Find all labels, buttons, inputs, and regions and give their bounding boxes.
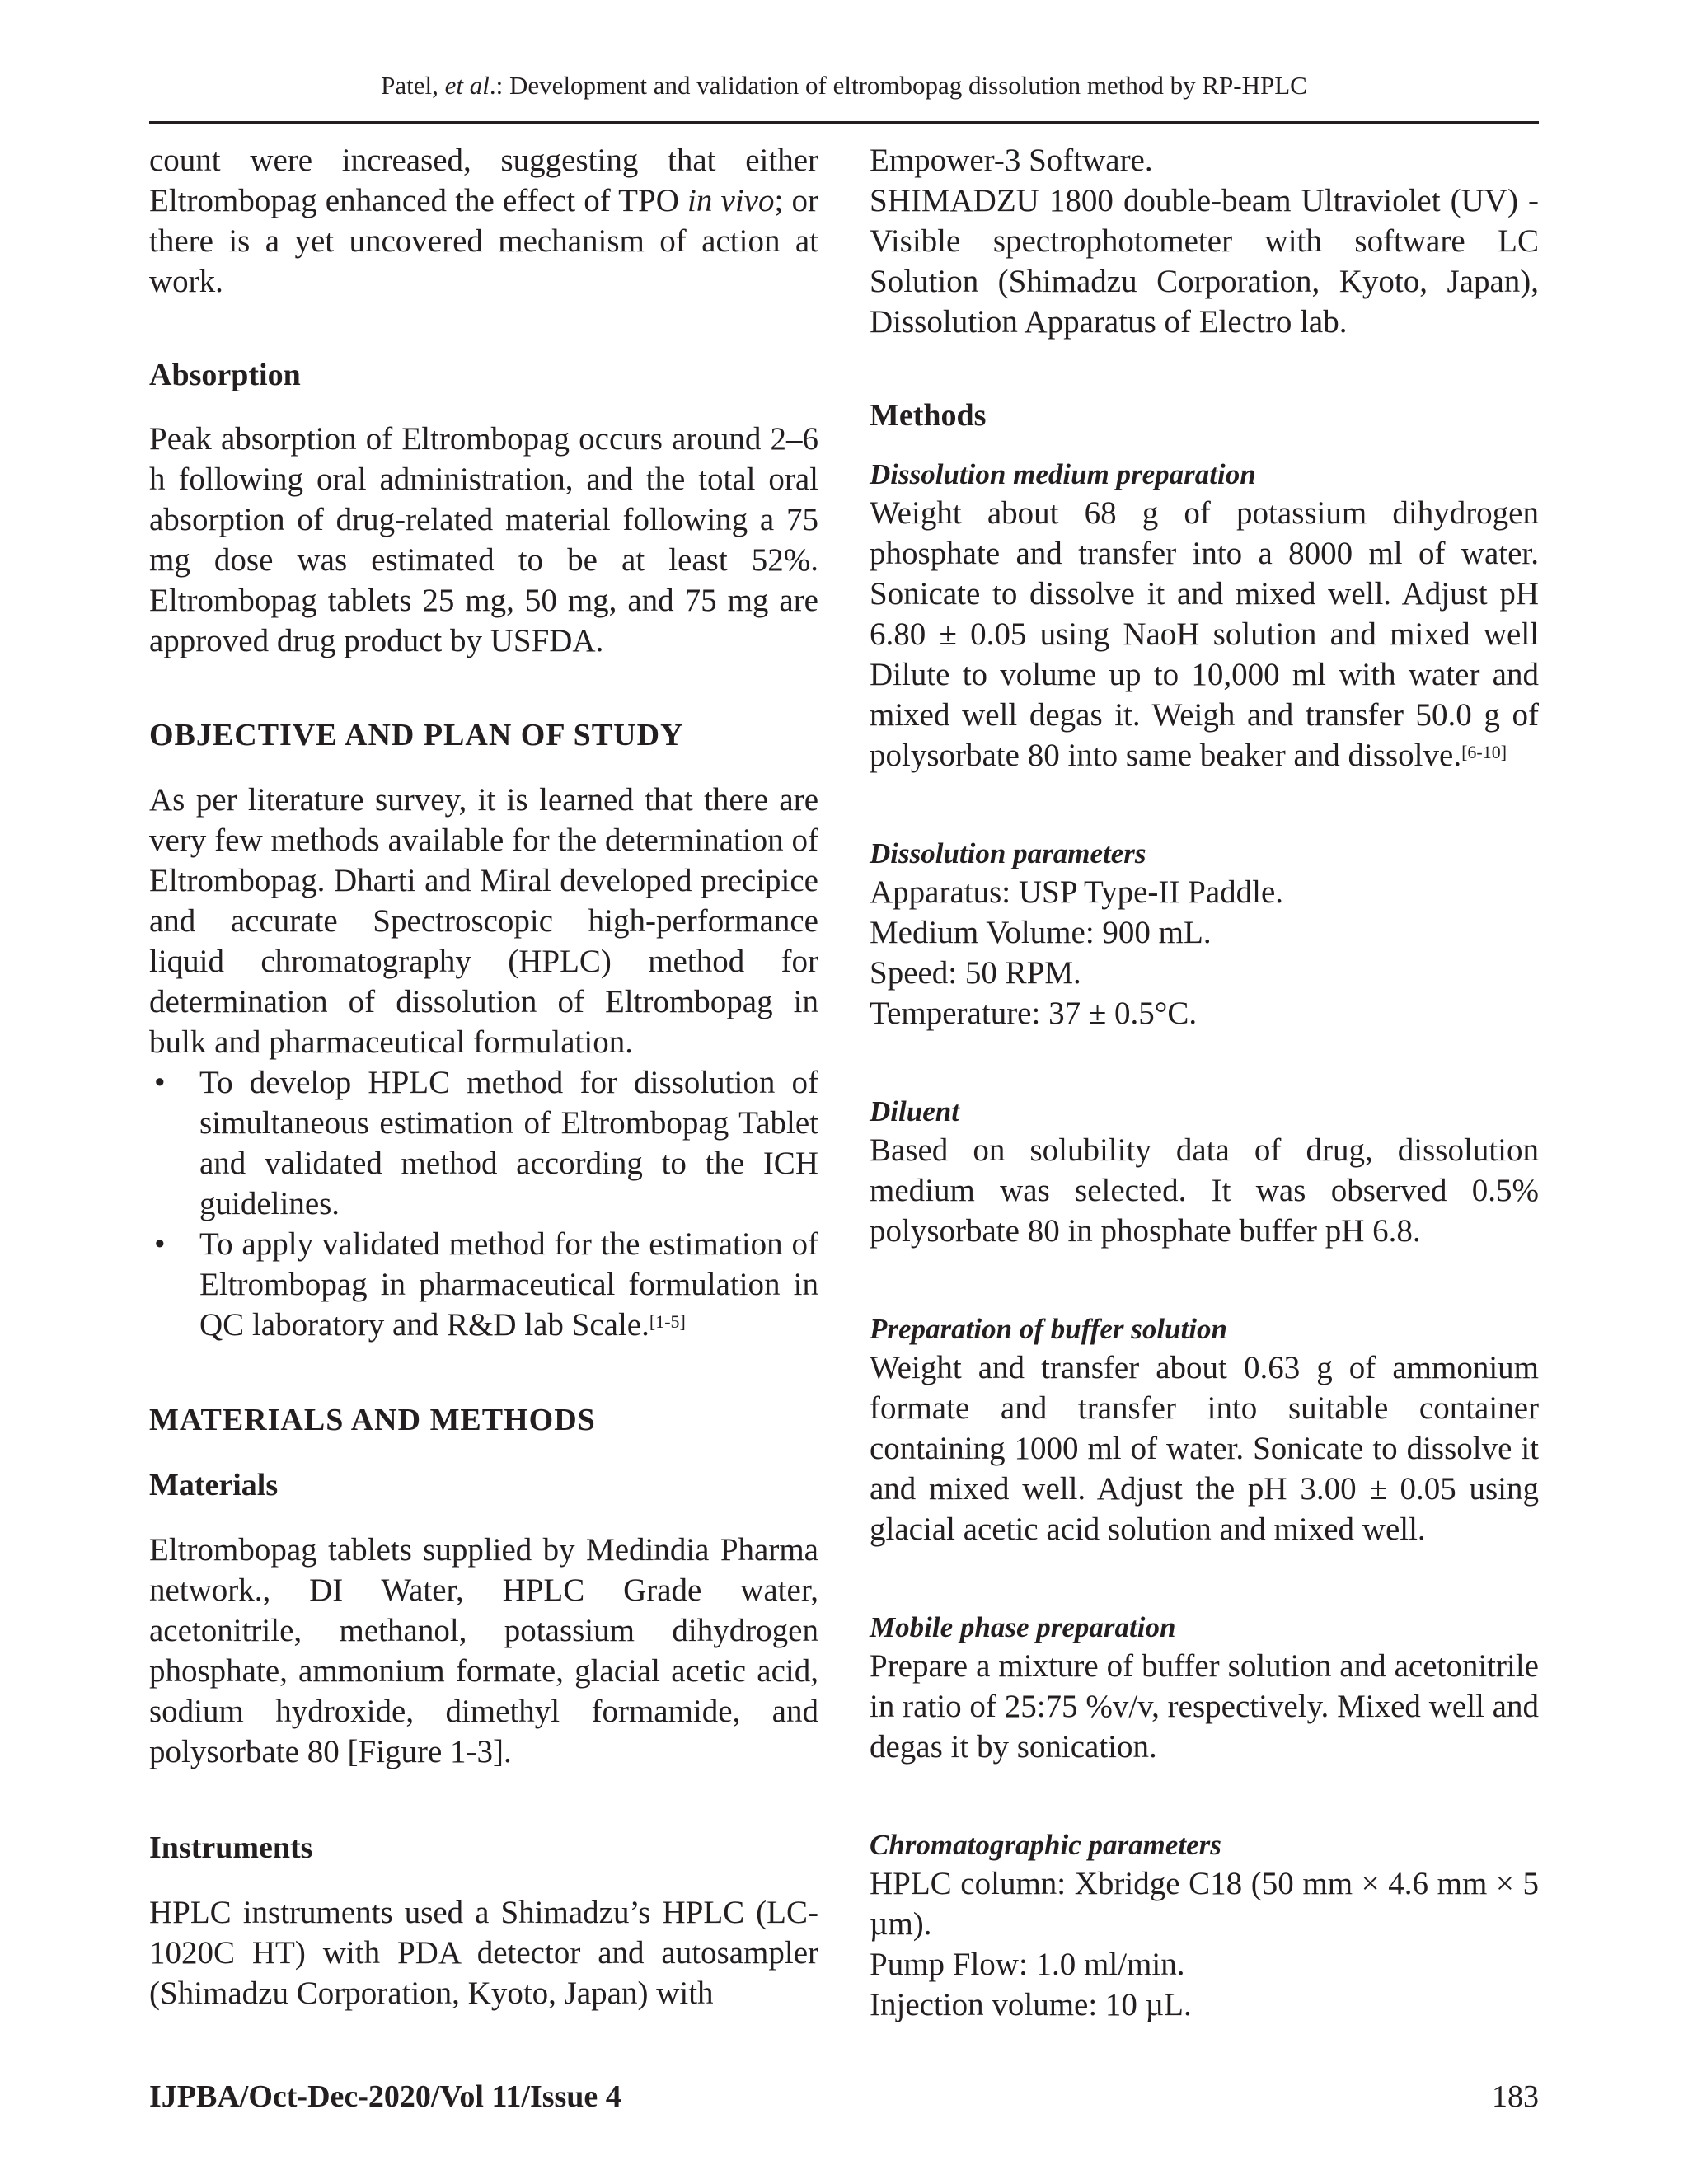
dissolution-medium-paragraph [870, 493, 1539, 776]
footer-page-number: 183 [1492, 2079, 1539, 2114]
objective-heading: OBJECTIVE AND PLAN OF STUDY [149, 718, 684, 752]
intro-text-b: ; or there is a yet uncovered mechanism of action at work. [149, 183, 818, 299]
footer-journal: IJPBA/Oct-Dec-2020/Vol 11/Issue 4 [149, 2079, 621, 2114]
absorption-heading: Absorption [149, 358, 301, 392]
intro-paragraph [149, 140, 818, 302]
methods-heading: Methods [870, 398, 987, 433]
header-rule [149, 121, 1539, 124]
buffer-preparation-heading: Preparation of buffer solution [870, 1313, 1227, 1345]
mobile-phase-heading: Mobile phase preparation [870, 1611, 1176, 1643]
bullet-2-text: To apply validated method for the estimation of Eltrombopag in pharmaceutical formulation in QC laboratory and R&D lab Scale. [199, 1226, 818, 1343]
chromatographic-injection: Injection volume: 10 µL. [870, 1987, 1192, 2022]
dissolution-param-temperature: Temperature: 37 ± 0.5°C. [870, 996, 1198, 1031]
materials-paragraph: Eltrombopag tablets supplied by Medindia Pharma network., DI Water, HPLC Grade water, acetonitrile, methanol, potassium dihydrogen phosphate, ammonium formate, glacial acetic acid, sodium hydroxide, dimethyl formamide, and polysorbate 80 [Figure 1-3]. [149, 1532, 818, 1769]
diluent-paragraph: Based on solubility data of drug, dissolution medium was selected. It was observed 0.5% polysorbate 80 in phosphate buffer pH 6.8. [870, 1132, 1539, 1249]
objective-paragraph: As per literature survey, it is learned that there are very few methods available for the determination of Eltrombopag. Dharti and Miral developed precipice and accurate Spectroscopic high-performance liquid chromatography (HPLC) method for determination of dissolution of Eltrombopag in bulk and pharmaceutical formulation. [149, 782, 818, 1060]
buffer-preparation-paragraph: Weight and transfer about 0.63 g of ammonium formate and transfer into suitable container containing 1000 ml of water. Sonicate to dissolve it and mixed well. Adjust the pH 3.00 ± 0.05 using glacial acetic acid solution and mixed well. [870, 1350, 1539, 1547]
dissolution-parameters-heading: Dissolution parameters [870, 837, 1146, 869]
instruments-continued-2: SHIMADZU 1800 double-beam Ultraviolet (UV) - Visible spectrophotometer with software LC Solution (Shimadzu Corporation, Kyoto, Japan), Dissolution Apparatus of Electro lab. [870, 183, 1539, 340]
materials-heading: Materials [149, 1468, 279, 1502]
objective-bullet-2 [149, 1224, 818, 1345]
diluent-heading: Diluent [870, 1095, 959, 1127]
header-authors: Patel, [381, 71, 445, 100]
chromatographic-column: HPLC column: Xbridge C18 (50 mm × 4.6 mm × 5 µm). [870, 1866, 1539, 1942]
dissolution-medium-ref: [6-10] [1461, 742, 1507, 762]
bullet-1-text: To develop HPLC method for dissolution of simultaneous estimation of Eltrombopag Tablet and validated method according to the ICH guidelines. [199, 1065, 818, 1221]
chromatographic-flow: Pump Flow: 1.0 ml/min. [870, 1947, 1185, 1982]
dissolution-param-speed: Speed: 50 RPM. [870, 955, 1081, 991]
chromatographic-parameters-heading: Chromatographic parameters [870, 1829, 1221, 1861]
intro-text-a: count were increased, suggesting that either Eltrombopag enhanced the effect of TPO [149, 143, 818, 218]
dissolution-param-apparatus: Apparatus: USP Type-II Paddle. [870, 874, 1284, 910]
instruments-heading: Instruments [149, 1830, 313, 1865]
header-title: .: Development and validation of eltrombopag dissolution method by RP-HPLC [489, 71, 1307, 100]
objective-bullet-list [149, 1062, 818, 1345]
left-column [149, 140, 818, 2013]
mobile-phase-paragraph: Prepare a mixture of buffer solution and acetonitrile in ratio of 25:75 %v/v, respectively. Mixed well and degas it by sonication. [870, 1648, 1539, 1765]
bullet-2-ref: [1-5] [649, 1311, 686, 1332]
objective-bullet-1 [149, 1062, 818, 1224]
intro-italic: in vivo [687, 183, 775, 218]
dissolution-param-volume: Medium Volume: 900 mL. [870, 915, 1212, 950]
running-header [149, 69, 1539, 102]
absorption-paragraph: Peak absorption of Eltrombopag occurs around 2–6 h following oral administration, and the total oral absorption of drug-related material following a 75 mg dose was estimated to be at least 52%. Eltrombopag tablets 25 mg, 50 mg, and 75 mg are approved drug product by USFDA. [149, 421, 818, 658]
right-column [870, 140, 1539, 2025]
dissolution-medium-heading: Dissolution medium preparation [870, 458, 1256, 490]
dissolution-medium-text: Weight about 68 g of potassium dihydrogen phosphate and transfer into a 8000 ml of water. Sonicate to dissolve it and mixed well. Adjust pH 6.80 ± 0.05 using NaoH solution and mixed well Dilute to volume up to 10,000 ml with water and mixed well degas it. Weigh and transfer 50.0 g of polysorbate 80 into same beaker and dissolve. [870, 495, 1539, 773]
materials-methods-heading: MATERIALS AND METHODS [149, 1403, 596, 1437]
instruments-paragraph: HPLC instruments used a Shimadzu’s HPLC (LC-1020C HT) with PDA detector and autosampler (Shimadzu Corporation, Kyoto, Japan) with [149, 1895, 818, 2011]
header-etal: et al [444, 71, 490, 100]
instruments-continued-1: Empower-3 Software. [870, 143, 1153, 178]
